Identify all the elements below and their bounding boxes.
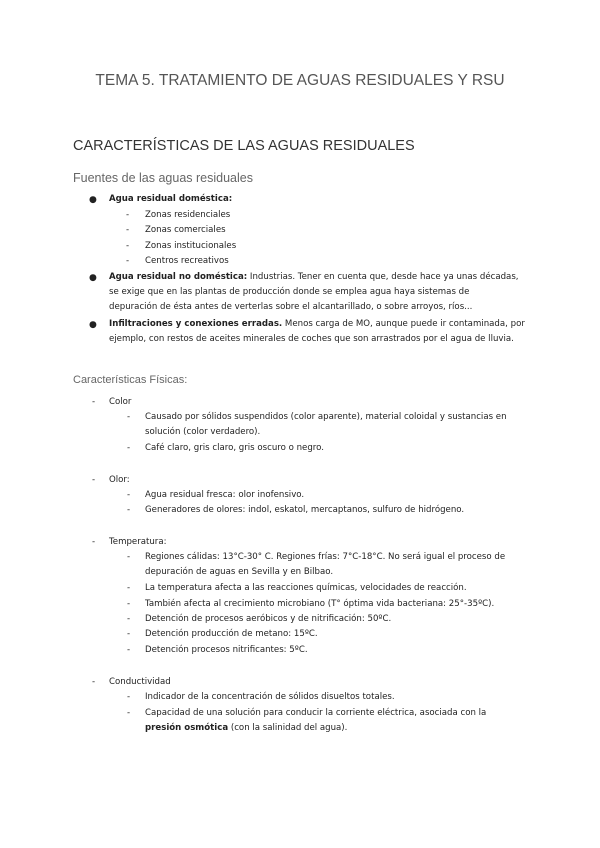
dash-icon: -: [127, 708, 131, 718]
list-item: Causado por sólidos suspendidos (color aparente), material coloidal y sustancias en: [145, 412, 507, 422]
list-item: Detención producción de metano: 15ºC.: [145, 629, 318, 639]
list-item-label: Agua residual doméstica:: [109, 194, 233, 204]
list-item-continuation: ejemplo, con restos de aceites minerales de coches que son arrastrados por el agua de lluvia.: [109, 334, 514, 344]
dash-icon: -: [127, 412, 131, 422]
list-item: Capacidad de una solución para conducir la corriente eléctrica, asociada con la: [145, 708, 487, 718]
dash-icon: -: [126, 225, 130, 235]
list-item-continuation: depuración de ésta antes de verterlas sobre el alcantarillado, o sobre arroyos, ríos...: [109, 302, 473, 312]
dash-icon: -: [127, 614, 131, 624]
dash-icon: -: [92, 475, 96, 485]
list-item-label: Conductividad: [109, 677, 171, 687]
subsection-fisicas-heading: Características Físicas:: [73, 374, 188, 386]
dash-icon: -: [127, 583, 131, 593]
list-item: Detención de procesos aeróbicos y de nitrificación: 50ºC.: [145, 614, 392, 624]
dash-icon: -: [127, 552, 131, 562]
list-item-continuation: presión osmótica (con la salinidad del agua).: [145, 723, 348, 733]
bullet-icon: ●: [89, 273, 97, 283]
list-item: Infiltraciones y conexiones erradas. Menos carga de MO, aunque puede ir contaminada, por: [109, 319, 525, 329]
list-item: También afecta al crecimiento microbiano (T° óptima vida bacteriana: 25°-35ºC).: [145, 599, 495, 609]
list-item-continuation: depuración de aguas en Sevilla y en Bilbao.: [145, 567, 334, 577]
list-item-label: Olor:: [109, 475, 130, 485]
dash-icon: -: [127, 599, 131, 609]
list-item: La temperatura afecta a las reacciones químicas, velocidades de reacción.: [145, 583, 467, 593]
section-title: CARACTERÍSTICAS DE LAS AGUAS RESIDUALES: [73, 138, 415, 154]
dash-icon: -: [126, 241, 130, 251]
dash-icon: -: [127, 692, 131, 702]
list-item: Agua residual no doméstica: Industrias. Tener en cuenta que, desde hace ya unas décadas,: [109, 272, 519, 282]
list-item: Centros recreativos: [145, 256, 229, 266]
list-item: Generadores de olores: indol, eskatol, mercaptanos, sulfuro de hidrógeno.: [145, 505, 465, 515]
dash-icon: -: [92, 397, 96, 407]
dash-icon: -: [127, 490, 131, 500]
list-item-continuation: solución (color verdadero).: [145, 427, 261, 437]
list-item-label: Temperatura:: [109, 537, 167, 547]
list-item: Zonas comerciales: [145, 225, 226, 235]
list-item: Zonas institucionales: [145, 241, 237, 251]
dash-icon: -: [127, 443, 131, 453]
page-title: TEMA 5. TRATAMIENTO DE AGUAS RESIDUALES Y RSU: [95, 72, 505, 89]
dash-icon: -: [92, 677, 96, 687]
list-item: Zonas residenciales: [145, 210, 231, 220]
dash-icon: -: [92, 537, 96, 547]
dash-icon: -: [127, 645, 131, 655]
dash-icon: -: [127, 505, 131, 515]
list-item-label: Color: [109, 397, 132, 407]
bullet-icon: ●: [89, 320, 97, 330]
list-item: Regiones cálidas: 13°C-30° C. Regiones frías: 7°C-18°C. No será igual el proceso de: [145, 552, 506, 562]
list-item: Café claro, gris claro, gris oscuro o negro.: [145, 443, 324, 453]
dash-icon: -: [126, 210, 130, 220]
list-item: Agua residual fresca: olor inofensivo.: [145, 490, 305, 500]
subsection-fuentes-heading: Fuentes de las aguas residuales: [73, 171, 253, 185]
bullet-icon: ●: [89, 195, 97, 205]
list-item-continuation: se exige que en las plantas de producción donde se emplea agua haya sistemas de: [109, 287, 470, 297]
dash-icon: -: [126, 256, 130, 266]
dash-icon: -: [127, 629, 131, 639]
list-item: Indicador de la concentración de sólidos disueltos totales.: [145, 692, 395, 702]
list-item: Detención procesos nitrificantes: 5ºC.: [145, 645, 308, 655]
